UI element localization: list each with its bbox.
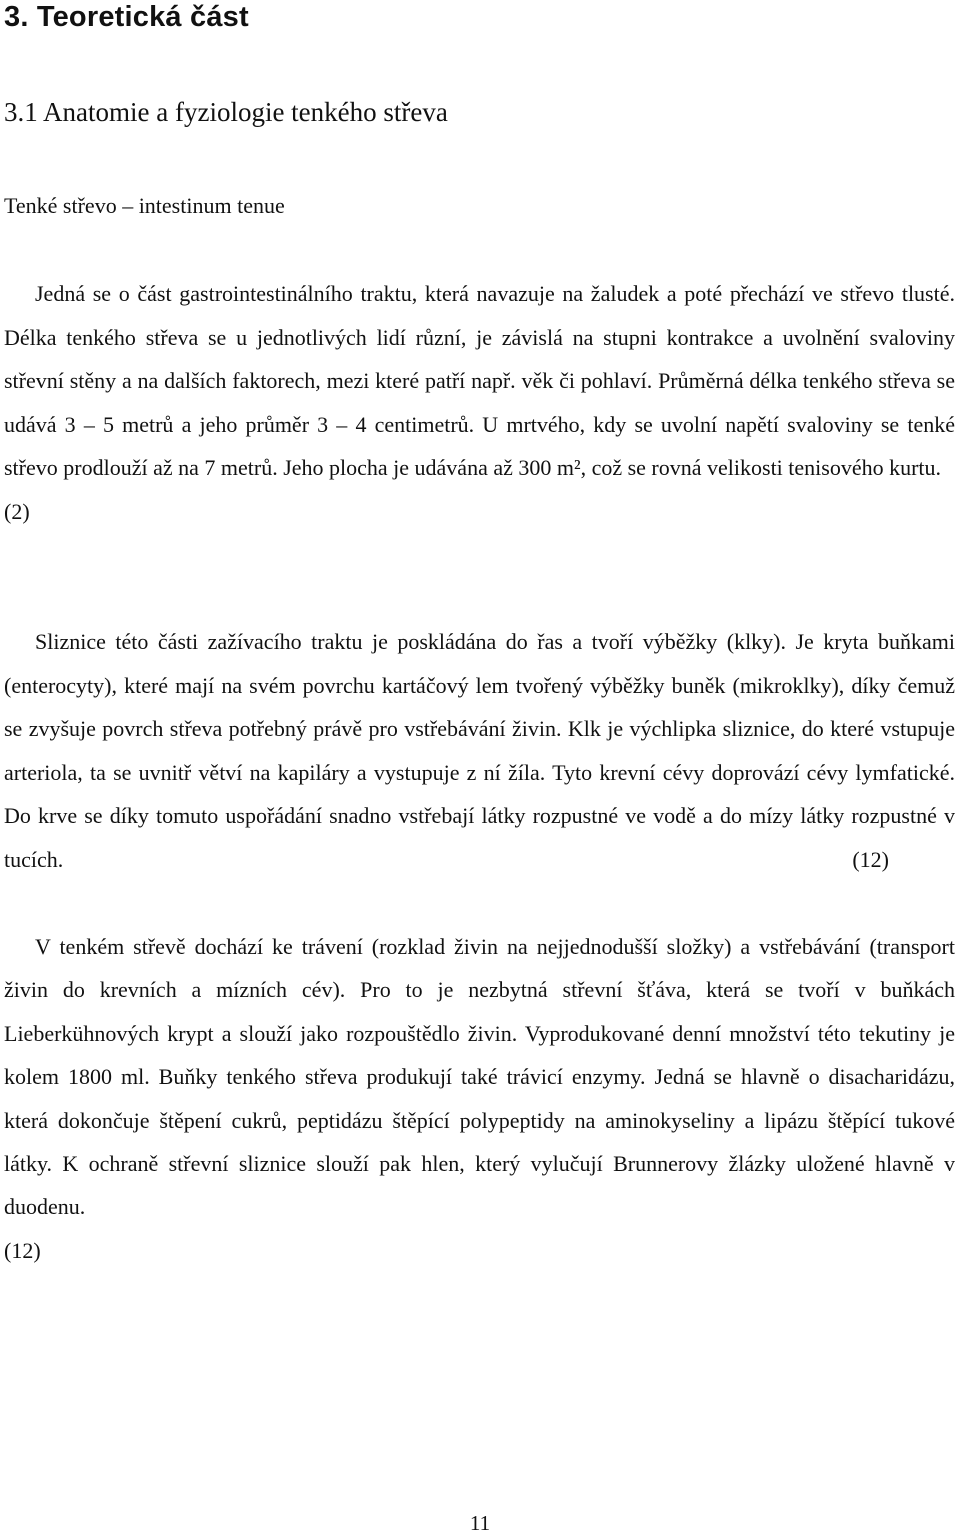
paragraph-3-text: V tenkém střevě dochází ke trávení (rozklad živin na nejjednodušší složky) a vstřebávání (transport živin do krevních a mízních cév). Pro to je nezbytná střevní šťáva, která se tvoří v buňkách Lieberkühnových krypt a slouží jako rozpouštědlo živin. Vyprodukované denní množství této tekutiny je kolem 1800 ml. Buňky tenkého střeva produkují také trávicí enzymy. Jedná se hlavně o disacharidázu, která dokončuje štěpení cukrů, peptidázu štěpící polypeptidy na aminokyseliny a lipázu štěpící tukové látky. K ochraně střevní sliznice slouží pak hlen, který vylučují Brunnerovy žlázky uložené hlavně v duodenu.	[4, 934, 955, 1220]
chapter-title: 3. Teoretická část	[4, 1, 249, 33]
paragraph-3-reference: (12)	[4, 1237, 41, 1263]
paragraph-1-reference: (2)	[4, 498, 30, 524]
section-subtitle: Tenké střevo – intestinum tenue	[4, 193, 285, 218]
page-number: 11	[469, 1511, 491, 1535]
paragraph-2	[4, 620, 955, 881]
paragraph-1	[4, 272, 955, 533]
section-title: 3.1 Anatomie a fyziologie tenkého střeva	[4, 97, 448, 127]
paragraph-1-text: Jedná se o část gastrointestinálního traktu, která navazuje na žaludek a poté přechází ve střevo tlusté. Délka tenkého střeva se u jednotlivých lidí různí, je závislá na stupni kontrakce a uvolnění svaloviny střevní stěny a na dalších faktorech, mezi které patří např. věk či pohlaví. Průměrná délka tenkého střeva se udává 3 – 5 metrů a jeho průměr 3 – 4 centimetrů. U mrtvého, kdy se uvolní napětí svaloviny se tenké střevo prodlouží až na 7 metrů. Jeho plocha je udávána až 300 m², což se rovná velikosti tenisového kurtu.	[4, 281, 955, 480]
paragraph-3	[4, 925, 955, 1272]
paragraph-2-text: Sliznice této části zažívacího traktu je poskládána do řas a tvoří výběžky (klky). Je kryta buňkami (enterocyty), které mají na svém povrchu kartáčový lem tvořený výběžky buněk (mikroklky), díky čemuž se zvyšuje povrch střeva potřebný právě pro vstřebávání živin. Klk je výchlipka sliznice, do které vstupuje arteriola, ta se uvnitř větví na kapiláry a vystupuje z ní žíla. Tyto krevní cévy doprovází cévy lymfatické. Do krve se díky tomuto uspořádání snadno vstřebají látky rozpustné ve vodě a do mízy látky rozpustné v tucích.	[4, 629, 955, 872]
paragraph-2-reference: (12)	[852, 846, 889, 872]
